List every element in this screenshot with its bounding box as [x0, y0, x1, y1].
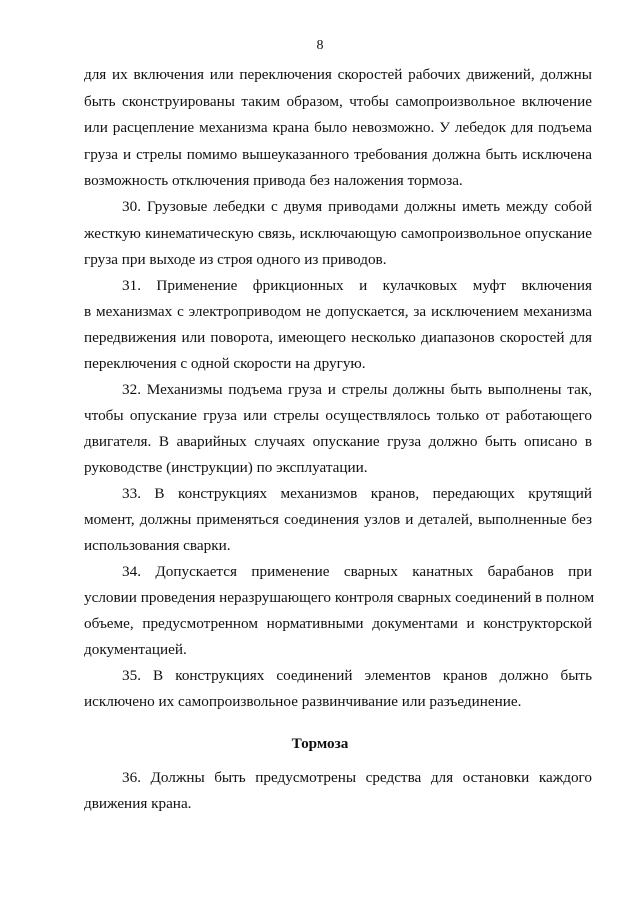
- paragraph-36-start: 36. Должны быть предусмотрены средства для остановки каждого: [122, 769, 592, 786]
- text-line: двигателя. В аварийных случаях опускание груза должно быть описано в: [84, 433, 592, 450]
- text-line: возможность отключения привода без наложения тормоза.: [84, 172, 463, 189]
- paragraph-32-start: 32. Механизмы подъема груза и стрелы должны быть выполнены так,: [122, 381, 592, 398]
- paragraph-30-start: 30. Грузовые лебедки с двумя приводами должны иметь между собой: [122, 198, 592, 215]
- text-line: момент, должны применяться соединения узлов и деталей, выполненные без: [84, 511, 592, 528]
- text-line: объеме, предусмотренном нормативными документами и конструкторской: [84, 615, 592, 632]
- text-line: использования сварки.: [84, 537, 231, 554]
- text-line: руководстве (инструкции) по эксплуатации.: [84, 459, 368, 476]
- paragraph-33-start: 33. В конструкциях механизмов кранов, передающих крутящий: [122, 485, 592, 502]
- paragraph-34-start: 34. Допускается применение сварных канатных барабанов при: [122, 563, 592, 580]
- text-line: груза при выходе из строя одного из приводов.: [84, 251, 387, 268]
- paragraph-31-start: 31. Применение фрикционных и кулачковых муфт включения: [122, 277, 592, 294]
- text-line: исключено их самопроизвольное развинчивание или разъединение.: [84, 693, 522, 710]
- page-number: 8: [316, 38, 324, 53]
- text-line: документацией.: [84, 641, 187, 658]
- text-line: в механизмах с электроприводом не допускается, за исключением механизма: [84, 303, 592, 320]
- text-line: движения крана.: [84, 795, 192, 812]
- text-line: условии проведения неразрушающего контроля сварных соединений в полном: [84, 589, 595, 606]
- text-line: груза и стрелы помимо вышеуказанного требования должна быть исключена: [84, 146, 592, 163]
- text-line: быть сконструированы таким образом, чтобы самопроизвольное включение: [84, 93, 592, 110]
- text-line: или расцепление механизма крана было невозможно. У лебедок для подъема: [84, 119, 592, 136]
- text-line: жесткую кинематическую связь, исключающую самопроизвольное опускание: [84, 225, 592, 242]
- text-line: переключения с одной скорости на другую.: [84, 355, 366, 372]
- paragraph-35-start: 35. В конструкциях соединений элементов кранов должно быть: [122, 667, 592, 684]
- section-heading: Тормоза: [291, 735, 349, 752]
- text-line: чтобы опускание груза или стрелы осуществлялось только от работающего: [84, 407, 592, 424]
- text-line: передвижения или поворота, имеющего несколько диапазонов скоростей для: [84, 329, 592, 346]
- text-line: для их включения или переключения скоростей рабочих движений, должны: [84, 66, 592, 83]
